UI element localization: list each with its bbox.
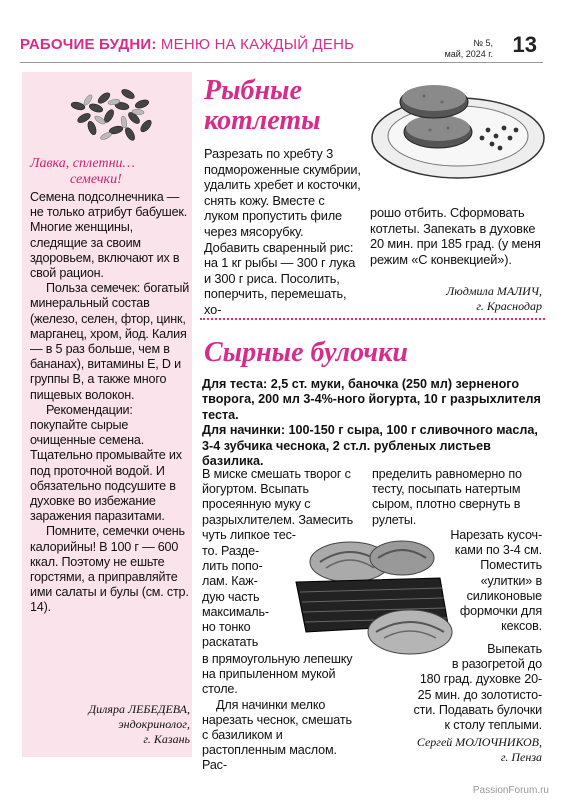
sidebar-text — [30, 190, 190, 616]
rubric-title — [20, 36, 354, 53]
sidebar-paragraph: Польза семечек: богатый минеральный состав (железо, селен, фтор, цинк, марганец, хром, йод. Калия — в 5 раз больше, чем в бананах), витамины E, D и группы B, а также много пищевых волокон. — [30, 281, 190, 402]
fish-cakes-plate-image — [368, 72, 548, 186]
issue-number: № 5, — [473, 38, 493, 48]
article2-line: силиконовые — [466, 588, 542, 603]
article2-line: но тонко — [202, 620, 251, 635]
sidebar-box — [22, 72, 192, 757]
sidebar-paragraph: Помните, семечки очень калорийны! В 100 г — 600 ккал. Поэтому не ешьте горстями, а приправляйте ими салаты и булы (см. стр. 14). — [30, 524, 189, 615]
article2-title: Сырные булочки — [204, 337, 408, 368]
article2-author: Сергей МОЛОЧНИКОВ, — [416, 735, 542, 749]
article1-signature — [370, 284, 542, 314]
sidebar-signature — [30, 702, 190, 747]
article2-text: В миске смешать творог с йогуртом. Всыпать просеянную муку с разрыхлителем. Замесить чуть липкое тес- — [202, 467, 354, 542]
article2-text: в прямоугольную лепешку на припыленном мукой столе. — [202, 652, 353, 697]
article1-column-1 — [204, 146, 361, 318]
article2-ingredients — [202, 377, 542, 469]
rubric-bold: РАБОЧИЕ БУДНИ: — [20, 36, 157, 53]
article1-title — [204, 76, 321, 136]
article1-author-city: г. Краснодар — [476, 299, 542, 313]
article2-line: Выпекать — [487, 642, 542, 656]
page-header — [0, 0, 563, 70]
article2-line: лить попо- — [202, 559, 263, 574]
filling-ingredients: Для начинки: 100-150 г сыра, 100 г сливочного масла, 3-4 зубчика чеснока, 2 ст.л. рубленых листьев базилика. — [202, 423, 538, 469]
article2-line: ками по 3-4 см. — [454, 543, 542, 558]
article2-text: пределить равномерно по тесту, посыпать натертым сыром, плотно свернуть в рулеты. — [372, 467, 522, 527]
sidebar-heading-line: семечки! — [70, 172, 122, 187]
article2-line: лам. Каж- — [202, 574, 258, 589]
article1-author: Людмила МАЛИЧ, — [446, 284, 542, 298]
watermark-text: PassionForum.ru — [472, 785, 549, 796]
issue-date: май, 2024 г. — [444, 49, 493, 59]
article2-line: раскатать — [202, 635, 259, 650]
header-divider — [20, 62, 543, 63]
article1-text: рошо отбить. Сформовать котлеты. Запекать в духовке 20 мин. при 185 град. (у меня режим «С конвекцией»). — [370, 205, 541, 267]
article2-line: дую часть — [202, 589, 260, 604]
article2-line: формочки для — [459, 604, 542, 619]
article2-column-1-bottom — [202, 652, 360, 774]
article2-line: кексов. — [501, 619, 542, 634]
issue-info — [445, 38, 493, 60]
article2-author-city: г. Пенза — [500, 750, 542, 764]
article2-signature — [372, 735, 542, 765]
article2-line: максималь- — [202, 604, 269, 619]
article2-line: «улитки» в — [480, 573, 542, 588]
article2-line: сти. Подавать булочки — [413, 702, 542, 717]
sunflower-seeds-image — [64, 78, 160, 148]
article2-line: Нарезать кусоч- — [450, 528, 542, 542]
sidebar-paragraph: Семена подсолнечника — не только атрибут бабушек. Многие женщины, следящие за своим здоровьем, включают их в свой рацион. — [30, 190, 187, 281]
article2-text: Для начинки мелко нарезать чеснок, смешать с базиликом и растопленным маслом. Рас- — [202, 697, 352, 773]
article2-line: в разогретой до — [451, 657, 542, 672]
article2-line: 25 мин. до золотисто- — [417, 687, 542, 702]
dough-ingredients: Для теста: 2,5 ст. муки, баночка (250 мл) зерненого творога, 200 мл 3-4%-ного йогурта, 10 г разрыхлителя теста. — [202, 377, 541, 422]
sidebar-heading-line: Лавка, сплетни… — [30, 156, 135, 171]
article2-column-2-narrow — [446, 528, 542, 634]
article2-line: к столу теплыми. — [444, 718, 542, 733]
rubric-light: МЕНЮ НА КАЖДЫЙ ДЕНЬ — [160, 36, 355, 53]
article1-text: Разрезать по хребту 3 подмороженные скумбрии, удалить хребет и косточки, снять кожу. Вместе с луком пропустить филе через мясорубку. Добавить сваренный рис: на 1 кг рыбы — 300 г лука и 300 г риса. Посолить, поперчить, перемешать, хо- — [204, 146, 361, 317]
article2-line: то. Разде- — [202, 544, 260, 558]
article1-column-2 — [370, 205, 542, 267]
cheese-buns-basket-image — [290, 532, 455, 660]
sidebar-author: Диляра ЛЕБЕДЕВА, — [88, 702, 190, 716]
article2-line: Поместить — [480, 558, 542, 573]
sidebar-author-role: эндокринолог, — [118, 717, 190, 731]
sidebar-author-city: г. Казань — [143, 732, 190, 746]
article-separator — [200, 318, 545, 322]
article2-column-2 — [372, 467, 542, 528]
article1-title-line: Рыбные — [204, 75, 302, 106]
article2-column-1-narrow — [202, 544, 292, 650]
sidebar-heading — [30, 156, 190, 188]
article2-line: 180 град. духовке 20- — [419, 672, 542, 687]
page-number: 13 — [512, 32, 537, 57]
sidebar-paragraph: Рекомендации: покупайте сырые очищенные семена. Тщательно промывайте их под проточной водой. И обязательно подсушите в духовке во избежание заражения паразитами. — [30, 402, 182, 524]
article1-title-line: котлеты — [204, 105, 321, 136]
